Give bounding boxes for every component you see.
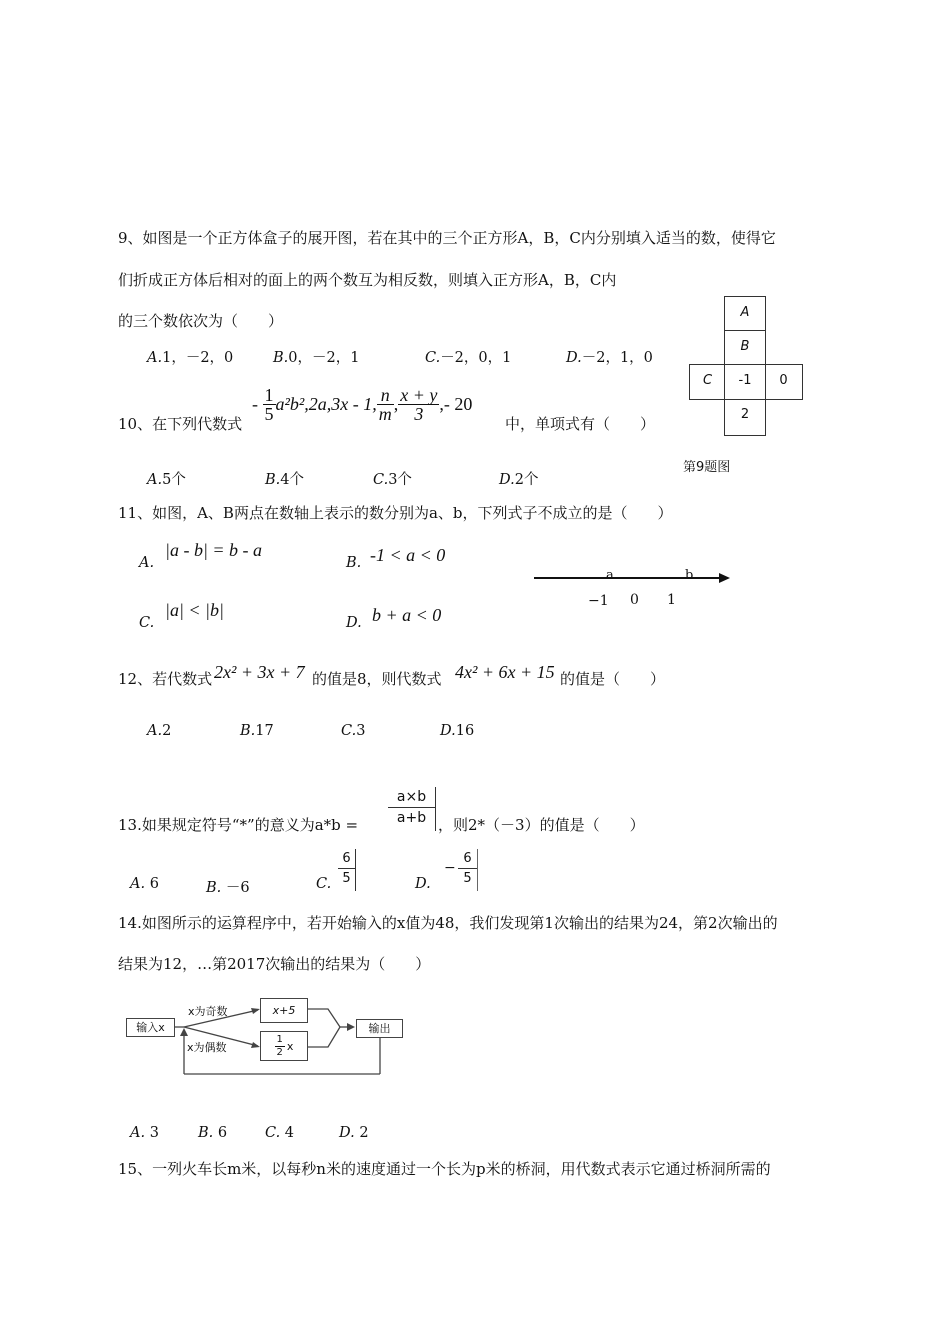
q12-option-b: B.17 [240,723,274,739]
figure-9-caption: 第9题图 [683,460,731,475]
fraction-x-plus-y-over-3: $\frac{x + y}{3}$ [400,384,438,424]
net-cell-a: A [724,296,766,331]
q13-option-d-letter: D. [415,876,431,892]
q9-option-d: D.－2，1，0 [566,350,653,366]
net-cell-minus-one: -1 [724,364,766,400]
q12-expression-1: 2x² + 3x + 7 [214,662,305,682]
q14-line-1: 14.如图所示的运算程序中，若开始输入的x值为48，我们发现第1次输出的结果为24，第2次输出的 [118,914,778,932]
flow-even-label: x为偶数 [187,1041,227,1054]
q10-option-b: B.4个 [265,472,304,488]
q9-option-c: C.－2，0，1 [425,350,512,366]
q9-option-b: B.0，－2，1 [273,350,360,366]
q12-option-c: C.3 [341,723,366,739]
flow-even-box: $\frac{1}{2}$ x [260,1031,308,1061]
fraction-n-over-m: $\frac{n}{m}$ [378,384,392,424]
q12-mid: 的值是8，则代数式 [312,670,442,688]
axis-tick-neg-one: −1 [588,593,609,609]
q13-option-a: A. 6 [130,876,159,892]
q11-option-d: b + a < 0 [372,605,442,625]
q12-option-d: D.16 [440,723,475,739]
q10-tail: 中，单项式有（ ） [505,415,656,433]
q10-option-c: C.3个 [373,472,412,488]
net-cell-c: C [689,364,725,400]
q9-line-2: 们折成正方体后相对的面上的两个数互为相反数，则填入正方形A，B，C内 [118,271,617,289]
flow-input-box: 输入x [126,1018,175,1037]
axis-tick-zero: 0 [630,592,639,608]
q13-option-d-sign: − [444,860,456,876]
q9-line-3: 的三个数依次为（ ） [118,312,284,330]
q11-option-b-letter: B. [346,555,362,571]
q11-option-a-letter: A. [139,555,155,571]
flow-odd-box: x+5 [260,998,308,1023]
q10-option-a: A.5个 [147,472,186,488]
q13-lead: 13.如果规定符号“*”的意义为a*b = [118,816,359,834]
q12-expression-2: 4x² + 6x + 15 [455,662,555,682]
q11-line: 11、如图，A、B两点在数轴上表示的数分别为a、b，下列式子不成立的是（ ） [118,504,673,522]
q14-option-b: B. 6 [198,1125,228,1141]
net-cell-b: B [724,330,766,365]
q12-tail: 的值是（ ） [560,670,666,688]
q13-definition-fraction: a×b a+b [388,787,436,831]
q11-option-b: -1 < a < 0 [370,545,446,565]
flow-output-box: 输出 [356,1019,403,1038]
q12-option-a: A.2 [147,723,172,739]
q15-line: 15、一列火车长m米，以每秒n米的速度通过一个长为p米的桥洞，用代数式表示它通过桥洞所需的 [118,1160,771,1178]
q10-expression: - $\frac{1}{5}$ a²b²,2a,3x - 1, $\frac{n}{m}$ , $\frac{x + y}{3}$ ,- 20 [252,384,473,424]
q13-option-c-fraction: 6 5 [338,849,356,891]
axis-tick-one: 1 [667,592,676,608]
q14-line-2: 结果为12，…第2017次输出的结果为（ ） [118,955,431,973]
q11-option-a: |a - b| = b - a [165,540,263,560]
q13-option-d-fraction: 6 5 [458,849,478,891]
q13-option-c-letter: C. [316,876,332,892]
q14-option-d: D. 2 [339,1125,369,1141]
q11-option-c: |a| < |b| [165,600,224,620]
q13-tail: ，则2*（－3）的值是（ ） [438,816,645,834]
q9-option-a: A.1，－2，0 [147,350,234,366]
fraction-one-fifth: $\frac{1}{5}$ [264,384,274,424]
q14-option-c: C. 4 [265,1125,295,1141]
q11-option-c-letter: C. [139,615,155,631]
net-cell-zero: 0 [765,364,803,400]
q9-line-1: 9、如图是一个正方体盒子的展开图，若在其中的三个正方形A，B，C内分别填入适当的数，使得它 [118,229,776,247]
q11-option-d-letter: D. [346,615,362,631]
q10-lead: 10、在下列代数式 [118,415,243,433]
q14-option-a: A. 3 [130,1125,159,1141]
q12-lead: 12、若代数式 [118,670,213,688]
flow-odd-label: x为奇数 [188,1005,228,1018]
q10-option-d: D.2个 [499,472,539,488]
net-cell-two: 2 [724,399,766,436]
axis-label-a: a [606,568,614,583]
axis-label-b: b [685,568,694,583]
q13-option-b: B. －6 [206,880,250,896]
